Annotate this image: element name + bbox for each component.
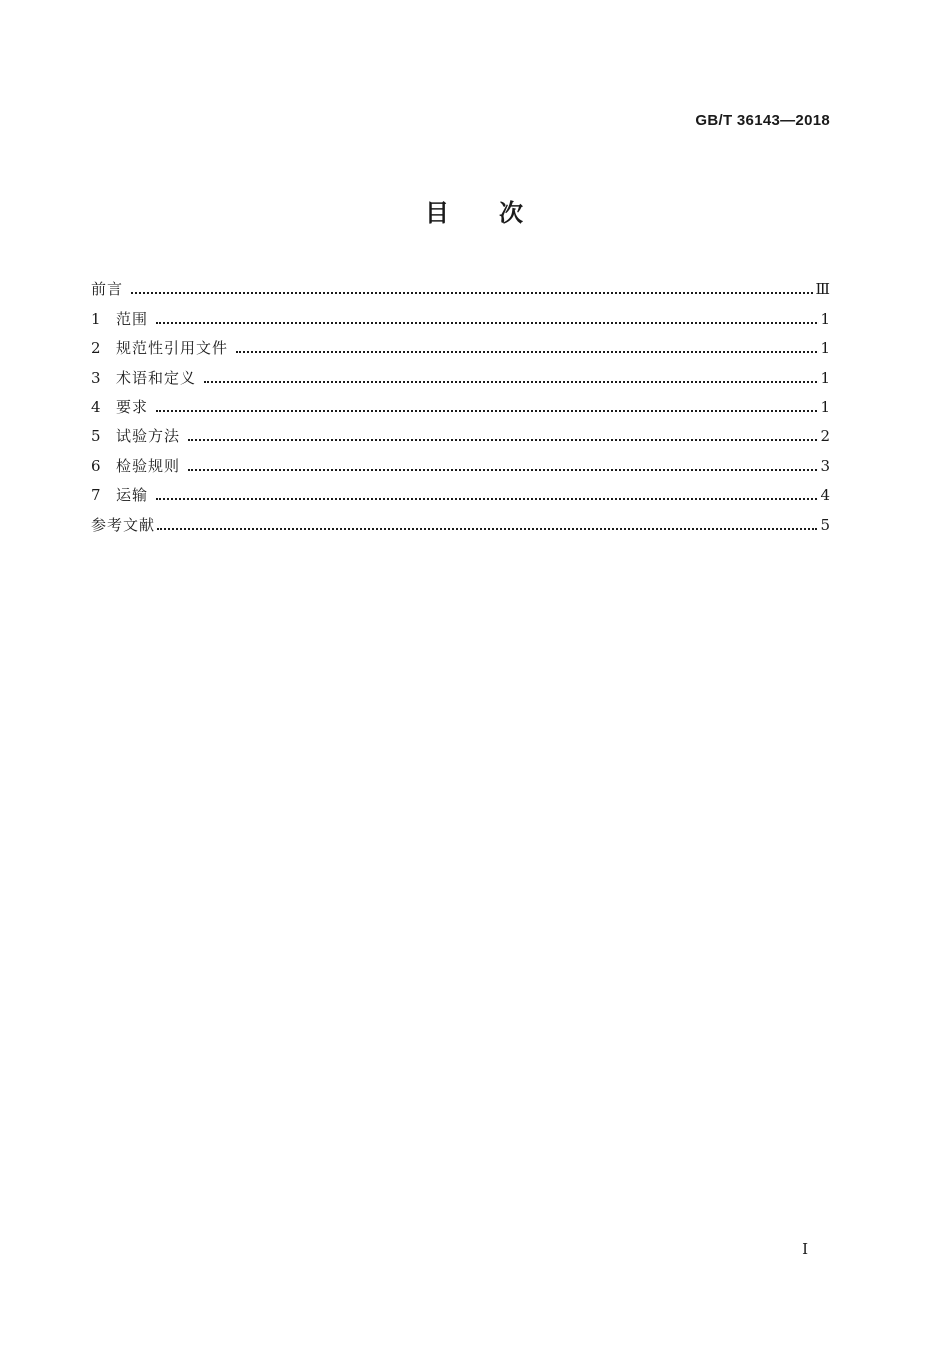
title-char-2: 次: [499, 199, 525, 227]
toc-item-number: 3: [91, 368, 101, 387]
toc-item-number: 2: [91, 339, 101, 358]
toc-item-number: 7: [91, 486, 101, 505]
toc-item-page: Ⅲ: [815, 280, 830, 299]
toc-leader-dots: [236, 336, 817, 360]
toc-item-label: 前言: [91, 280, 124, 299]
toc-item-label: 检验规则: [116, 456, 181, 475]
toc-item-page: 1: [820, 397, 830, 416]
toc-item-label: 规范性引用文件: [116, 339, 229, 358]
toc-item-page: 1: [820, 368, 830, 387]
toc-item-page: 1: [820, 309, 830, 328]
toc-item-scope[interactable]: [91, 301, 830, 330]
toc-item-test-methods[interactable]: [91, 419, 830, 448]
toc-item-label: 参考文献: [91, 515, 156, 534]
toc-item-requirements[interactable]: [91, 390, 830, 419]
toc-leader-dots: [156, 483, 817, 507]
toc-leader-dots: [157, 513, 817, 537]
toc-item-label: 要求: [116, 397, 149, 416]
title-char-1: 目: [425, 199, 451, 227]
toc-leader-dots: [204, 366, 817, 390]
toc-item-bibliography[interactable]: [91, 507, 830, 536]
toc-item-normative-references[interactable]: [91, 331, 830, 360]
toc-item-transport[interactable]: [91, 478, 830, 507]
toc-item-label: 运输: [116, 486, 149, 505]
toc-item-number: 4: [91, 397, 101, 416]
page-title: [0, 193, 950, 228]
toc-item-label: 术语和定义: [116, 368, 197, 387]
toc-item-terms-definitions[interactable]: [91, 360, 830, 389]
toc-item-page: 2: [820, 427, 830, 446]
toc-item-number: 6: [91, 456, 101, 475]
toc-item-inspection-rules[interactable]: [91, 448, 830, 477]
toc-leader-dots: [188, 454, 817, 478]
standard-code: GB/T 36143—2018: [695, 112, 830, 129]
toc-item-preface[interactable]: [91, 272, 830, 301]
toc-item-page: 1: [820, 339, 830, 358]
toc-leader-dots: [156, 395, 817, 419]
toc-leader-dots: [131, 277, 813, 301]
toc-item-page: 3: [820, 456, 830, 475]
toc-item-page: 5: [820, 515, 830, 534]
toc-item-number: 5: [91, 427, 101, 446]
toc-item-page: 4: [820, 486, 830, 505]
toc-item-label: 范围: [116, 309, 149, 328]
table-of-contents: [91, 272, 830, 537]
toc-item-number: 1: [91, 309, 101, 328]
toc-leader-dots: [156, 307, 817, 331]
toc-item-label: 试验方法: [116, 427, 181, 446]
page-number: I: [802, 1240, 808, 1258]
toc-leader-dots: [188, 424, 817, 448]
